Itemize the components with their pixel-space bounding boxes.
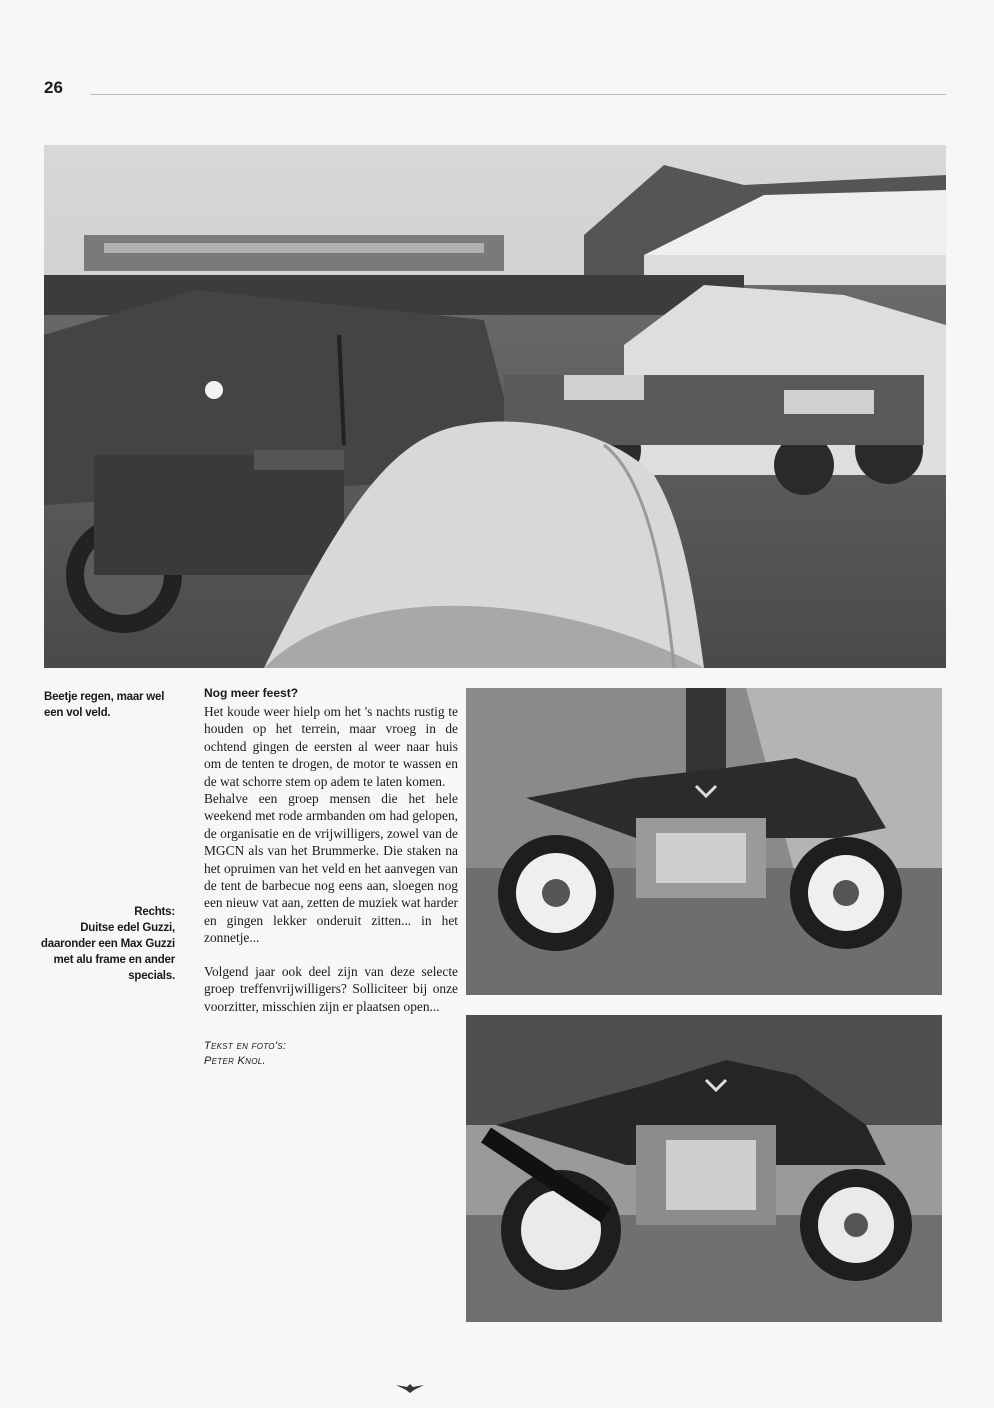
page-number: 26 xyxy=(44,78,63,97)
photo-campsite xyxy=(44,145,946,668)
article-heading: Nog meer feest? xyxy=(204,686,299,700)
photo-max-guzzi xyxy=(466,1015,942,1322)
article xyxy=(204,685,458,1069)
article-credit xyxy=(204,1039,458,1069)
eagle-wings-icon xyxy=(396,1382,424,1394)
photo-guzzi-racer xyxy=(466,688,942,995)
caption-right-label: Rechts: xyxy=(134,906,175,918)
article-paragraph-2: Behalve een groep mensen die het hele weekend met rode armbanden om had gelopen, de organisatie en de vrijwilligers, zowel van de MGCN als van het Brummerke. Die staken na het opruimen van het veld en het aanvegen van de tent de barbecue nog eens aan, sloegen nog een nieuw vat aan, zetten de muziek wat harder en gingen lekker onderuit zitten... in het zonnetje... xyxy=(204,791,458,946)
caption-right-photos xyxy=(30,904,175,984)
header-rule xyxy=(90,94,946,95)
credit-line-1: Tekst en foto's: xyxy=(204,1039,287,1052)
caption-top-photo: Beetje regen, maar wel een vol veld. xyxy=(44,691,165,719)
caption-right-text: Duitse edel Guzzi, daaronder een Max Guzzi met alu frame en ander specials. xyxy=(40,922,175,982)
article-paragraph-1: Het koude weer hielp om het 's nachts rustig te houden op het terrein, maar vroeg in de ochtend gingen de eersten al weer naar huis om de tenten te drogen, de motor te wassen en de wat schorre stem op adem te laten komen. xyxy=(204,704,458,789)
article-paragraph-3: Volgend jaar ook deel zijn van deze selecte groep treffenvrijwilligers? Solliciteer bij onze voorzitter, misschien zijn er plaatsen open... xyxy=(204,963,458,1014)
credit-line-2: Peter Knol. xyxy=(204,1054,266,1067)
